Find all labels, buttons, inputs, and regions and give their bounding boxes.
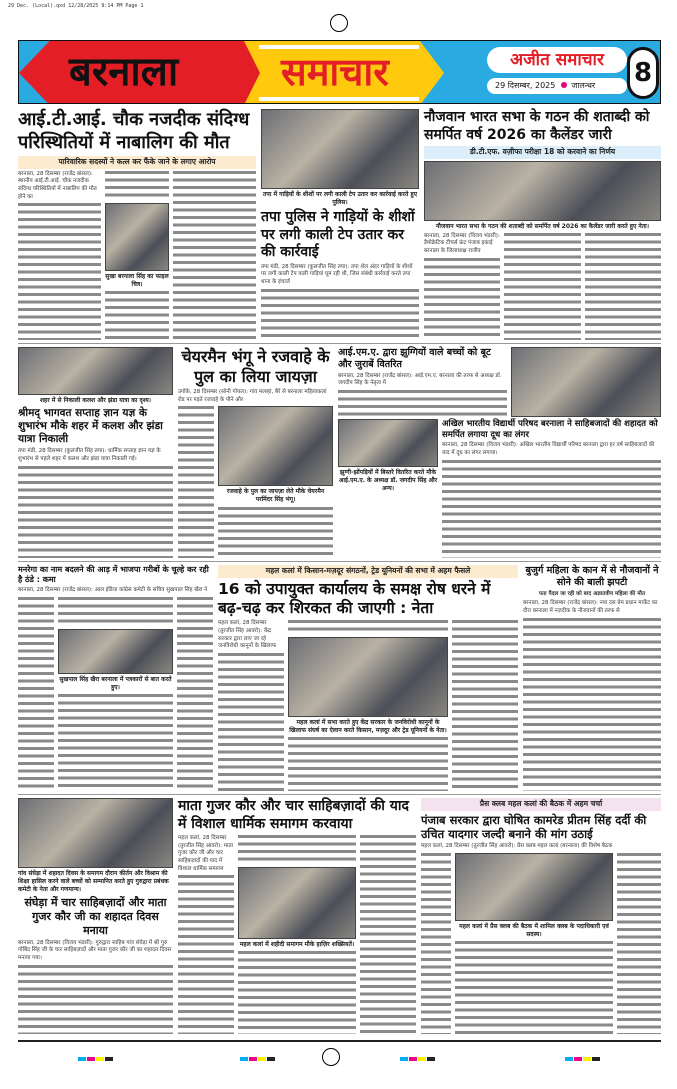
calendar-columns (424, 233, 661, 340)
text-lines (455, 941, 613, 1034)
text-lines (338, 390, 507, 417)
brand-name: अजीत समाचार (487, 47, 627, 73)
subhead-calendar: डी.टी.एफ. वज़ीफा परीक्षा 18 को करवाने का निर्णय (424, 146, 661, 159)
headline-dharna: 16 को उपायुक्त कार्यालय के समक्ष रोष धरने में बढ़-चढ़ कर शिरकत की जाएगी : नेता (218, 579, 491, 617)
body-iti-col1 (18, 171, 101, 341)
caption-kalash: शहर में से निकाली कलश और झंडा यात्रा का दृश्य। (39, 397, 152, 404)
kicker-dharna: महल कलां में किसान-मज़दूर संगठनों, ट्रेड यूनियनों की सभा में अहम फैसले (218, 565, 518, 578)
ima-row (338, 347, 661, 417)
body-text: बरनाला, 28 दिसम्बर (विजय भंडारी): डैमोक्रेटिक टीचर्स फ्रंट पंजाब इकाई बरनाला के जिलाध्यक्ष राजीव (424, 232, 500, 254)
article-ima (338, 347, 507, 417)
body-bhangu: उगोके, 28 दिसम्बर (सोनी गोयल): गांव मल्ल्हां, बैरे से बरनाला महिलाकलां रोड पर पड़ते रजवाहे के पौने और (178, 389, 327, 403)
article-abvp (442, 419, 661, 558)
masthead (18, 40, 661, 104)
subhead-snatch: पता पैदल जा रही को बाद अज्ञातवीय महिला की मौत (538, 590, 646, 597)
caption-manrega: सुखपाल सिंह खैरा बरनाला में पत्रकारों से बात करते हुए। (59, 675, 172, 691)
text-lines (585, 233, 661, 340)
text-lines (218, 653, 284, 791)
color-bar-icon (400, 1046, 436, 1065)
headline-mata-gujri: माता गुजर कौर और चार साहिबज़ादों की याद में विशाल धार्मिक समागम करवाया (178, 798, 409, 832)
article-manrega (18, 565, 213, 791)
body-text: महल कलां, 28 दिसम्बर (तुरजीत सिंह आवरो): माता गुजर कौर जी और चार साहिबज़ादों की याद में विशाल धार्मिक समागम (178, 835, 234, 872)
body-abvp: बरनाला, 28 दिसम्बर (विजय भंडारी): अखिल भारतीय विद्यार्थी परिषद बरनाला द्वारा हर वर्ष साहिबजादों की याद में दूध का लंगर लगाया। (442, 442, 655, 456)
band-1 (18, 106, 661, 340)
mata-columns (178, 835, 416, 1034)
article-bhangu (178, 347, 333, 558)
text-lines (58, 597, 173, 627)
body-dharna-col4 (452, 620, 518, 791)
stripe (259, 97, 419, 101)
text-lines (178, 406, 214, 558)
text-lines (218, 507, 333, 558)
text-lines (18, 965, 173, 1034)
body-mata-col3 (360, 835, 416, 1034)
headline-tapa: तपा पुलिस ने गाड़ियों के शीशों पर लगी काली टेप उतार कर की कार्रवाई (261, 209, 415, 261)
article-press (421, 798, 661, 1034)
footer-print-marks (18, 1040, 661, 1066)
body-calendar-col3 (585, 233, 661, 340)
caption-calendar: नौजवान भारत सभा के गठन की शताब्दी को समर्पित वर्ष 2026 का कैलेंडर जारी करते हुए नेता। (436, 222, 649, 230)
right-stack-2 (338, 347, 661, 558)
caption-sanghera: गांव संघेड़ा में शहादत दिवस के समागम दौरान कीर्तन और विश्राम की शिक्षा हासिल करने वाले बच्चों को सम्मानित करते हुए गुरुद्वारा प्रबंधक कमेटी के नेता और गणमान्य। (18, 870, 169, 894)
headline-calendar: नौजवान भारत सभा के गठन की शताब्दी को समर्पित वर्ष 2026 का कैलेंडर जारी (424, 109, 650, 143)
text-lines (18, 203, 101, 340)
photo-dharna (288, 637, 448, 717)
bhangu-columns (178, 406, 333, 558)
color-bar-icon (78, 1046, 114, 1065)
text-lines (288, 620, 448, 635)
dharna-columns (218, 620, 518, 791)
body-manrega-col3 (177, 597, 213, 791)
caption-ima: झुग्गी-झोंपड़ियों में बिस्तरे वितरित करते मौके आई.एम.ए. के अध्यक्ष डॉ. जगदीप सिंह और अन्य। (338, 469, 438, 493)
color-bar-icon (240, 1046, 276, 1065)
press-photo-col (455, 853, 613, 1034)
photo-ima (511, 347, 661, 417)
body-calendar-col1 (424, 233, 500, 340)
body-press-col3 (617, 853, 661, 1034)
headline-snatch: बुजुर्ग महिला के कान में से नौजवानों ने सोने की बाली झपटी (525, 565, 659, 588)
photo-calendar (424, 161, 661, 221)
city: जालन्धर (571, 81, 596, 90)
text-lines (173, 171, 256, 341)
caption-tapa: तपा में गाड़ियों के शीशों पर लगी काली टेप उतार कर कार्रवाई करते हुए पुलिस। (262, 191, 418, 207)
article-dharna (218, 565, 518, 791)
ima-photo2-col (338, 419, 438, 558)
photo-bhangu (218, 406, 333, 486)
manrega-photo-col (58, 597, 173, 791)
date-line (487, 78, 627, 94)
body-dharna-col1 (218, 620, 284, 791)
body-iti-col2 (105, 171, 169, 341)
headline-abvp: अखिल भारतीय विद्यार्थी परिषद बरनाला ने साहिबजादों की शहादत को समर्पित लगाया दूध का लंगर (442, 419, 658, 440)
body-iti-col3 (173, 171, 256, 341)
text-lines (424, 258, 500, 340)
subhead-iti: पारिवारिक सदस्यों ने कत्ल कर फैंके जाने के लगाए आरोप (18, 156, 256, 169)
text-lines (238, 835, 356, 865)
dharna-photo-col (288, 620, 448, 791)
text-lines (360, 835, 416, 1034)
bhangu-photo-col (218, 406, 333, 558)
photo-manrega (58, 629, 173, 674)
body-manrega: बरनाला, 28 दिसम्बर (राजेंद्र बांसल): आल इंडिया कांग्रेस कमेटी के सचिव सुखपाल सिंह खैरा ने (18, 587, 208, 593)
body-tapa: तपा मंडी, 28 दिसम्बर (कुलजीत सिंह तपा): तपा शेल अंदर गाड़ियों के शीशों पर लगी काली टेप वाली गाड़ियां घूम रही थी, जिस संबंधी कार्रवाई करते तपा थाना के इंचार्ज (261, 263, 413, 286)
body-calendar-col2 (504, 233, 580, 340)
article-calendar (424, 109, 661, 340)
body-mata-col1 (178, 835, 234, 1034)
abvp-row (338, 419, 661, 558)
manrega-columns (18, 597, 213, 791)
body-kalash: तपा मंडी, 28 दिसम्बर (कुलजीत सिंह तपा): धार्मिक सप्ताह ज्ञान यज्ञ के शुभारंभ से पहले शहर में कलश और झंडा यात्रा निकाली गई। (18, 448, 161, 463)
caption-mata-gujri: महल कलां में शहीदी समागम मौके हाज़िर शख्सियतें। (239, 941, 355, 948)
article-mata-gujri (178, 798, 416, 1034)
photo-ima-2 (338, 419, 438, 467)
press-columns (421, 853, 661, 1034)
bullet-icon (561, 82, 567, 88)
band-2 (18, 343, 661, 558)
band-3 (18, 561, 661, 791)
article-sanghera (18, 798, 173, 1034)
caption-press: महल कलां में प्रैस क्लब की बैठक में शामिल क्लब के पदाधिकारी एवं सदस्य। (459, 922, 609, 939)
headline-manrega: मनरेगा का नाम बदलने की आड़ में भाजपा गरीबों के चूल्हे कर रही है ठंडे : कमा (18, 565, 209, 584)
text-lines (177, 597, 213, 791)
body-press-col1 (421, 853, 451, 1034)
text-lines (442, 460, 661, 558)
registration-mark-icon (330, 14, 348, 32)
masthead-title-right: समाचार (281, 50, 389, 94)
headline-ima: आई.एम.ए. द्वारा झुग्गियों वाले बच्चों को बूट और जुराबें वितरित (338, 347, 491, 370)
iti-columns (18, 171, 256, 341)
text-lines (105, 171, 169, 201)
mata-photo-col (238, 835, 356, 1034)
color-bar-icon (565, 1046, 601, 1065)
photo-kalash (18, 347, 173, 395)
text-lines (58, 694, 173, 791)
text-lines (452, 620, 518, 791)
text-lines (105, 291, 169, 340)
body-ima: बरनाला, 28 दिसम्बर (राजेंद्र बांसल): आई.एम.ए. बरनाला की तरफ से अध्यक्ष डॉ. जगदीप सिंह के नेतृत्व में (338, 372, 502, 387)
text-lines (523, 618, 661, 791)
photo-mata-gujri (238, 867, 356, 939)
text-lines (18, 597, 54, 791)
band-4 (18, 794, 661, 1034)
article-iti (18, 109, 256, 340)
article-tapa (261, 109, 419, 340)
text-lines (421, 853, 451, 1034)
page-number: 8 (627, 47, 659, 99)
body-text: बरनाला, 28 दिसम्बर (राजेंद्र बांसल): स्थानीय आई.टी.आई. चौक नजदीक संदिग्ध परिस्थितियों में नाबालिग की मौत होने का (18, 170, 97, 200)
text-lines (288, 737, 448, 791)
text-lines (261, 289, 419, 340)
headline-press: पंजाब सरकार द्वारा घोषित कामरेड प्रीतम सिंह दर्दी की उचित यादगार जल्दी बनाने की मांग उठाई (421, 812, 647, 841)
text-lines (18, 466, 173, 558)
headline-kalash: श्रीमद् भागवत सप्ताह ज्ञान यज्ञ के शुभारंभ मौके शहर में कलश और झंडा यात्रा निकाली (18, 407, 163, 446)
caption-iti: सुखा बरनाला सिंह का फाइल चित्र। (105, 272, 169, 288)
body-text: महल कलां, 28 दिसम्बर (तुरजीत सिंह आवरो): केंद्र सरकार द्वारा लाए जा रहे जनविरोधी कानूनों के खिलाफ (218, 620, 277, 650)
photo-press (455, 853, 613, 921)
ima-photo-col (511, 347, 661, 417)
text-lines (617, 853, 661, 1034)
body-snatch: बरनाला, 28 दिसम्बर (राजेंद्र बांसल): नया दस प्रेम प्रधान मार्केट का दौरा बरनाला में नज़दीक के नौजवानों की तरफ से (523, 600, 658, 615)
photo-tapa (261, 109, 419, 189)
photo-portrait (105, 203, 169, 271)
caption-bhangu: रजवाहे के पुल का जायज़ा लेते मौके चेयरमैन परमिंदर सिंह भंगू। (226, 488, 325, 504)
text-lines (504, 233, 580, 340)
print-slug: 29 Dec. (Local).qxd 12/28/2025 9:14 PM Page 1 (8, 3, 144, 9)
date: 29 दिसम्बर, 2025 (495, 81, 556, 90)
headline-iti: आई.टी.आई. चौक नजदीक संदिग्ध परिस्थितियों में नाबालिग की मौत (18, 109, 250, 153)
registration-mark-icon (322, 1048, 340, 1066)
body-sanghera: बरनाला, 28 दिसम्बर (विजय भंडारी): गुरुद्वारा साहिब गांव संघेड़ा में श्री गुरु गोबिंद सिंह जी के चार साहिबज़ादों और माता गुजर कौर जी का शहादत दिवस मनाया गया। (18, 939, 172, 961)
masthead-title-left: बरनाला (69, 49, 179, 95)
body-bhangu-col1 (178, 406, 214, 558)
caption-dharna: महल कलां में सभा करते हुए केंद्र सरकार के जनविरोधी कानूनों के खिलाफ संघर्ष का ऐलान करते किसान, मज़दूर और ट्रेड यूनियनों के नेता। (289, 719, 447, 735)
photo-sanghera (18, 798, 173, 868)
text-lines (238, 951, 356, 1034)
text-lines (178, 875, 234, 1034)
kicker-press: प्रैस क्लब महल कलां की बैठक में अहम चर्चा (421, 798, 661, 811)
headline-bhangu: चेयरमैन भंगू ने रजवाहे के पुल का लिया जायज़ा (181, 347, 330, 386)
body-manrega-col1 (18, 597, 54, 791)
headline-sanghera: संघेड़ा में चार साहिबज़ादों और माता गुजर कौर जी का शहादत दिवस मनाया (24, 896, 167, 937)
body-press: महल कलां, 28 दिसम्बर (तुरजीत सिंह आवरो): प्रैस क्लब महल कलां (बरनाला) की विशेष बैठक (421, 843, 613, 850)
article-snatch (523, 565, 661, 791)
article-kalash (18, 347, 173, 558)
